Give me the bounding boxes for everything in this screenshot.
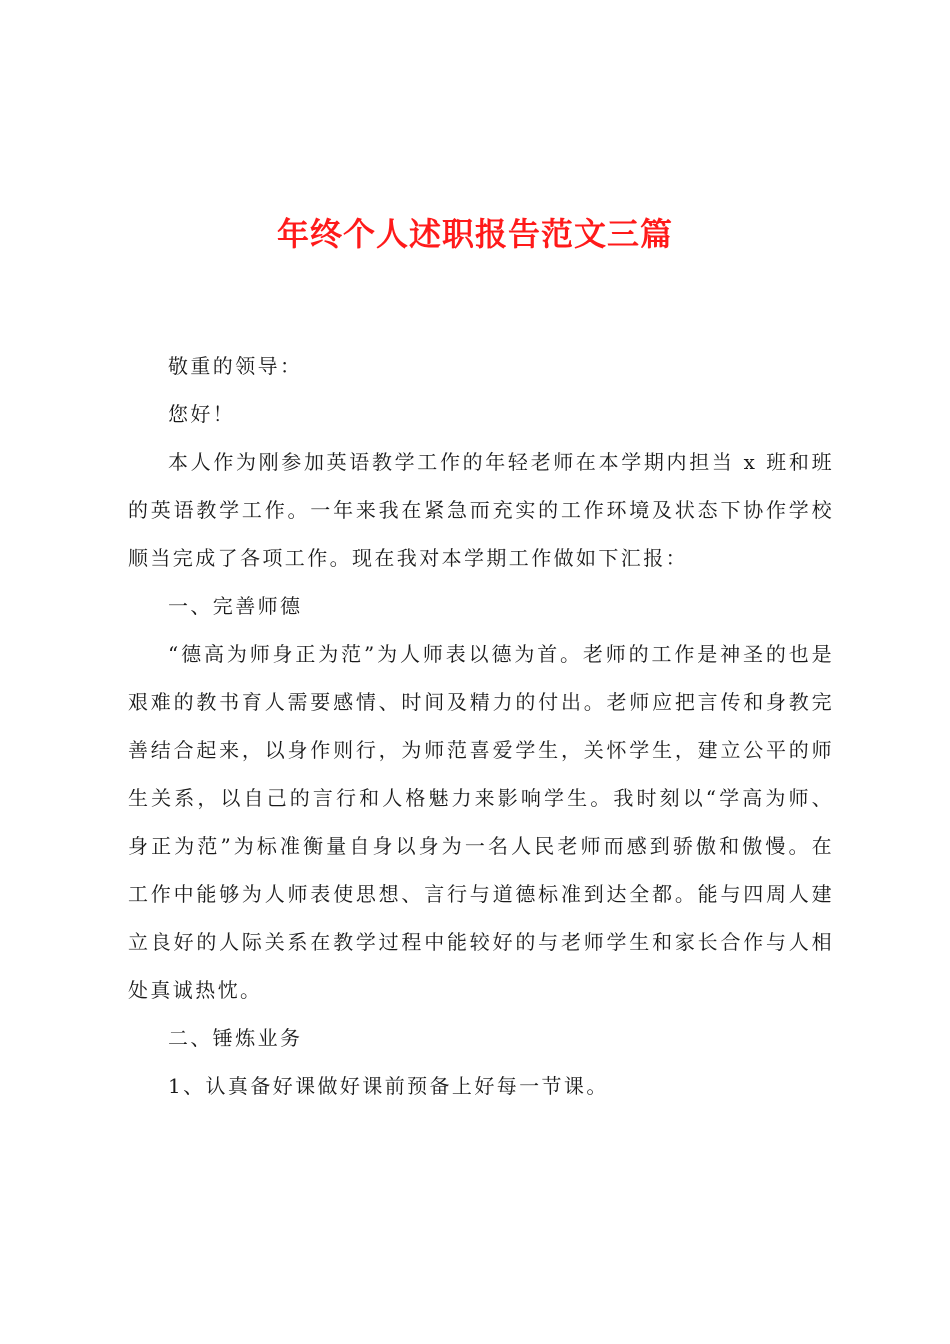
section-heading-1: 一、完善师德 bbox=[168, 594, 303, 618]
hello-line: 您好！ bbox=[168, 402, 236, 426]
section-1-paragraph: “德高为师身正为范”为人师表以德为首。老师的工作是神圣的也是艰难的教书育人需要感情、时间及精力的付出。老师应把言传和身教完善结合起来，以身作则行，为师范喜爱学生，关怀学生，建立公平的师生关系，以自己的言行和人格魅力来影响学生。我时刻以“学高为师、身正为范”为标准衡量自身以身为一名人民老师而感到骄傲和傲慢。在工作中能够为人师表使思想、言行与道德标准到达全都。能与四周人建立良好的人际关系在教学过程中能较好的与老师学生和家长合作与人相处真诚热忱。 bbox=[128, 642, 834, 1002]
list-item-1: 1、认真备好课做好课前预备上好每一节课。 bbox=[168, 1074, 609, 1098]
intro-paragraph: 本人作为刚参加英语教学工作的年轻老师在本学期内担当 x 班和班的英语教学工作。一年来我在紧急而充实的工作环境及状态下协作学校顺当完成了各项工作。现在我对本学期工作做如下汇报： bbox=[128, 450, 834, 570]
section-heading-2: 二、锤炼业务 bbox=[168, 1026, 303, 1050]
document-body bbox=[128, 342, 834, 1110]
greeting: 敬重的领导： bbox=[168, 354, 303, 378]
document-title: 年终个人述职报告范文三篇 bbox=[276, 215, 673, 253]
